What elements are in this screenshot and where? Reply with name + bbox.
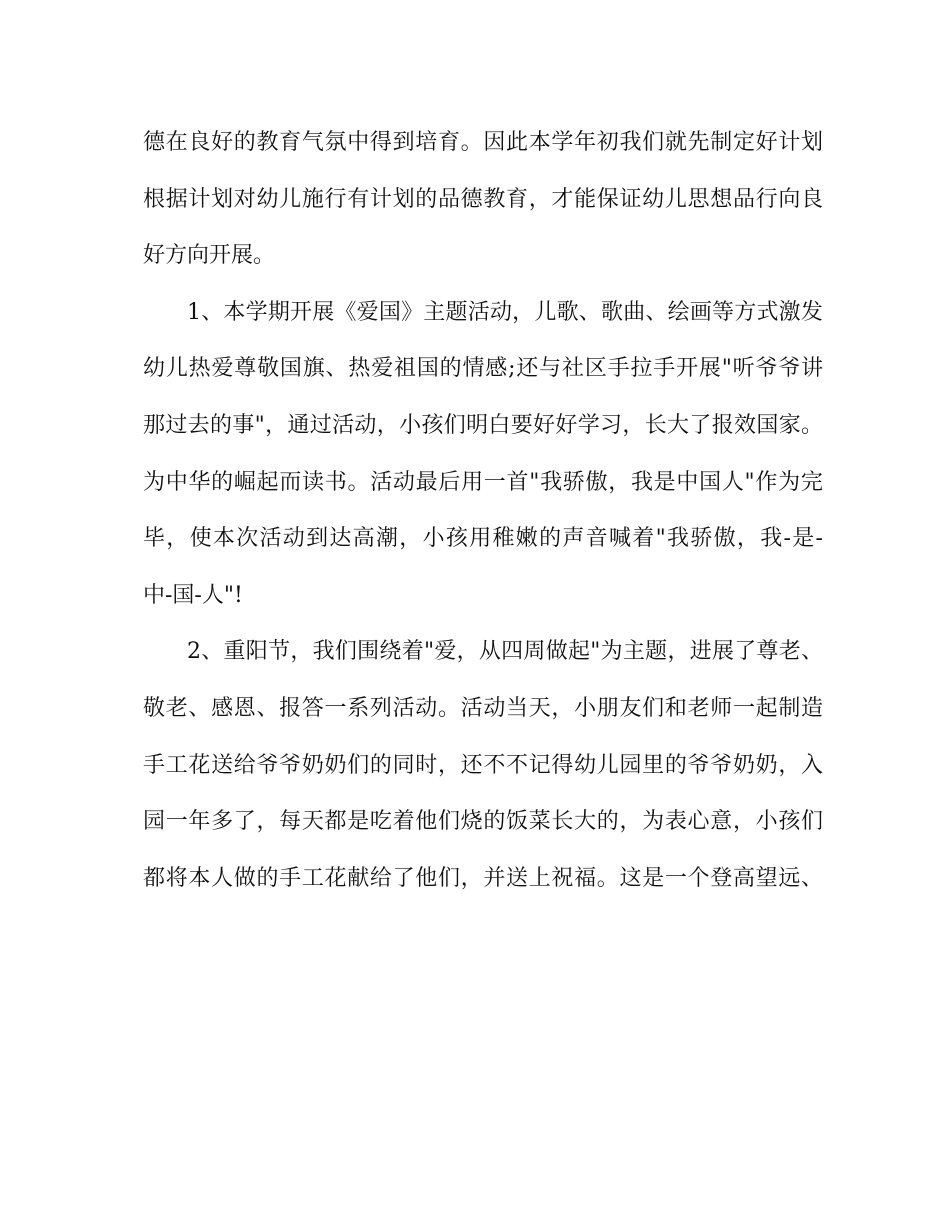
text-line: 德在良好的教育气氛中得到培育。因此本学年初我们就先制定好计划: [143, 130, 824, 155]
text-line: 好方向开展。: [143, 243, 276, 269]
text-line: 园一年多了，每天都是吃着他们烧的饭菜长大的，为表心意，小孩们: [143, 809, 824, 835]
text-line: 中-国-人"!: [143, 582, 243, 608]
body-text: [143, 121, 823, 913]
text-line: 毕，使本次活动到达高潮，小孩用稚嫩的声音喊着"我骄傲，我-是-: [143, 526, 825, 552]
paragraph-2-first-line: 2、重阳节，我们围绕着"爱，从四周做起"为主题，进展了尊老、: [187, 639, 824, 665]
text-line: 那过去的事"，通过活动，小孩们明白要好好学习，长大了报效国家。: [143, 412, 824, 438]
text-line: 手工花送给爷爷奶奶们的同时，还不不记得幼儿园里的爷爷奶奶，入: [143, 752, 824, 778]
text-line: 敬老、感恩、报答一系列活动。活动当天，小朋友们和老师一起制造: [143, 695, 824, 721]
text-line: 根据计划对幼儿施行有计划的品德教育，才能保证幼儿思想品行向良: [143, 186, 824, 212]
text-line: 为中华的崛起而读书。活动最后用一首"我骄傲，我是中国人"作为完: [143, 469, 824, 495]
text-line: 幼儿热爱尊敬国旗、热爱祖国的情感;还与社区手拉手开展"听爷爷讲: [143, 356, 824, 382]
text-line: 都将本人做的手工花献给了他们，并送上祝福。这是一个登高望远、: [143, 865, 824, 891]
paragraph-1-first-line: 1、本学期开展《爱国》主题活动，儿歌、歌曲、绘画等方式激发: [187, 299, 824, 325]
